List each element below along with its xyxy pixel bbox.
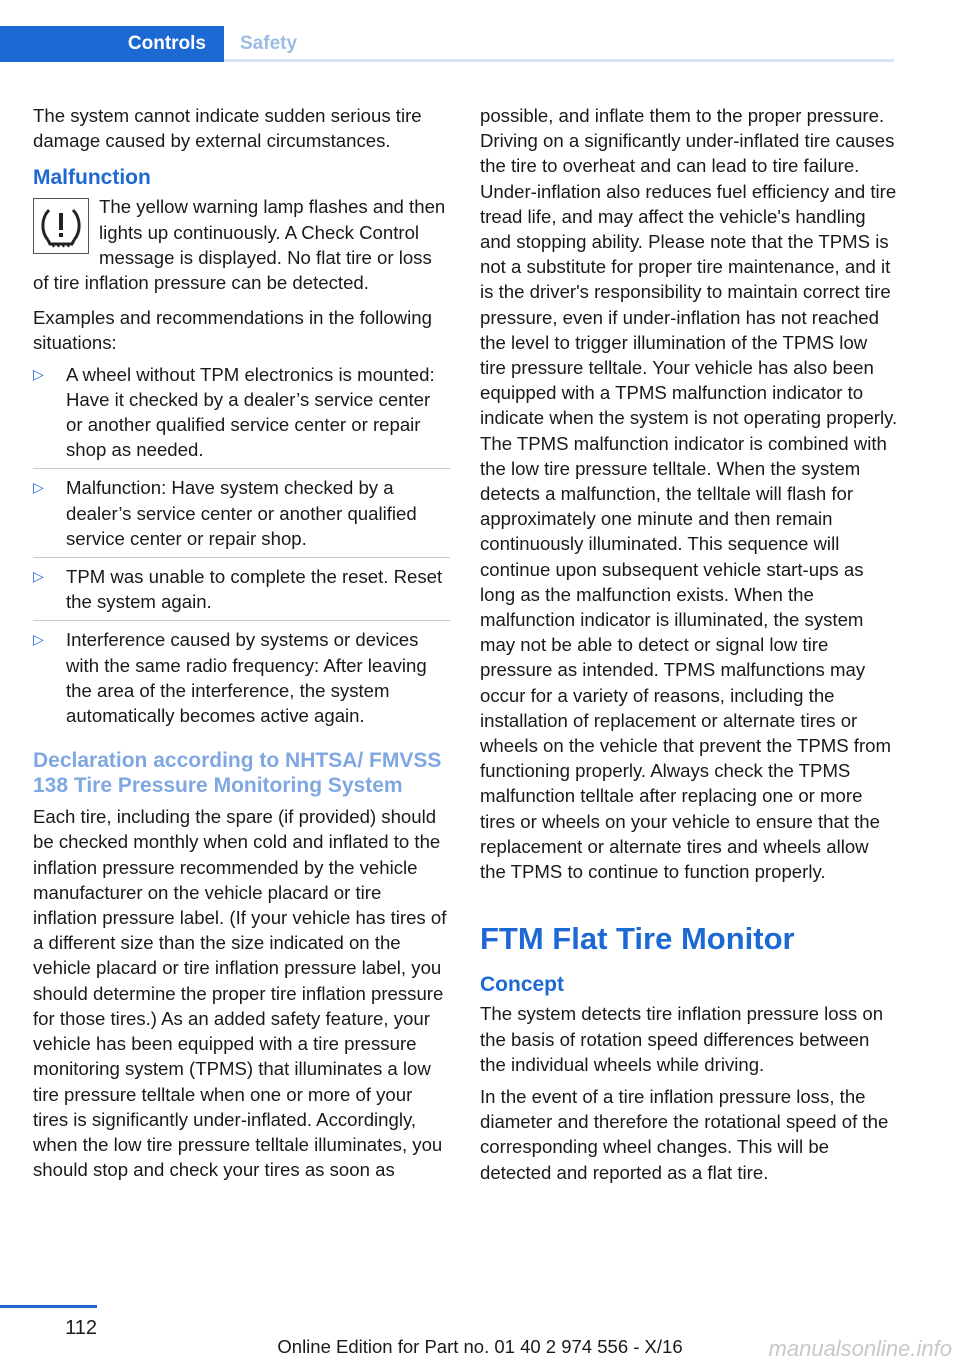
list-item <box>33 475 450 558</box>
left-column <box>33 103 450 1189</box>
watermark-logo: manualsonline.info <box>768 1336 952 1361</box>
tab-controls[interactable]: Controls <box>0 26 224 62</box>
concept-paragraph-1: The system detects tire inflation pressure loss on the basis of rotation speed differences between the individual wheels while driving. <box>480 1003 884 1075</box>
concept-heading: Concept <box>480 973 564 997</box>
list-item-text: Interference caused by systems or devices with the same radio frequency: After leaving the area of the interference, the system automatically becomes active again. <box>66 629 427 727</box>
malfunction-heading: Malfunction <box>33 166 151 190</box>
page-header <box>0 0 960 62</box>
intro-paragraph: The system cannot indicate sudden serious tire damage caused by external circumstances. <box>33 105 422 152</box>
triangle-bullet-icon: ▷ <box>33 568 44 585</box>
right-column <box>480 103 898 1192</box>
header-rule <box>224 59 894 62</box>
situation-list <box>33 362 450 735</box>
ftm-heading: FTM Flat Tire Monitor <box>480 921 795 957</box>
edition-text: Online Edition for Part no. 01 40 2 974 556 - X/16 <box>277 1336 683 1357</box>
tab-safety[interactable]: Safety <box>240 33 298 54</box>
declaration-heading: Declaration according to NHTSA/ FMVSS 138 Tire Pressure Monitoring System <box>33 749 442 798</box>
triangle-bullet-icon: ▷ <box>33 365 44 382</box>
list-item <box>33 627 450 734</box>
list-item <box>33 362 450 470</box>
triangle-bullet-icon: ▷ <box>33 631 44 648</box>
malfunction-block <box>33 194 450 295</box>
list-item-text: A wheel without TPM electronics is mounted: Have it checked by a dealer’s service center or another qualified service center or repair shop as needed. <box>66 363 435 461</box>
list-item-text: TPM was unable to complete the reset. Reset the system again. <box>66 566 443 613</box>
concept-paragraph-2: In the event of a tire inflation pressure loss, the diameter and therefore the rotational speed of the corresponding wheel changes. This will be detected and reported as a flat tire. <box>480 1085 889 1183</box>
list-item-text: Malfunction: Have system checked by a dealer’s service center or another qualified service center or repair shop. <box>66 477 417 549</box>
triangle-bullet-icon: ▷ <box>33 479 44 496</box>
page-number: 112 <box>65 1317 97 1339</box>
declaration-paragraph: Each tire, including the spare (if provided) should be checked monthly when cold and inflated to the inflation pressure recommended by the vehicle manufacturer on the vehicle placard or tire inflation pressure label. (If your vehicle has tires of a different size than the size indicated on the vehicle placard or tire inflation pressure label, you should determine the proper tire inflation pressure for those tires.) As an added safety feature, your vehicle has been equipped with a tire pressure monitoring system (TPMS) that illuminates a low tire pressure telltale when one or more of your tires is significantly under-inflated. Accordingly, when the low tire pressure telltale illuminates, you should stop and check your tires as soon as <box>33 806 447 1181</box>
malfunction-text: The yellow warning lamp flashes and then lights up continuously. A Check Control message is displayed. No flat tire or loss of tire inflation pressure can be detected. <box>33 196 446 294</box>
examples-paragraph: Examples and recommendations in the following situations: <box>33 307 432 354</box>
tire-pressure-warning-icon <box>33 198 89 254</box>
declaration-continuation: possible, and inflate them to the proper pressure. Driving on a significantly under-inflated tire causes the tire to overheat and can lead to tire failure. Under-inflation also reduces fuel efficiency and tire tread life, and may affect the vehicle's handling and stopping ability. Please note that the TPMS is not a substitute for proper tire maintenance, and it is the driver's responsibility to maintain correct tire pressure, even if under-inflation has not reached the level to trigger illumination of the TPMS low tire pressure telltale. Your vehicle has also been equipped with a TPMS malfunction indicator to indicate when the system is not operating properly. The TPMS malfunction indicator is combined with the low tire pressure telltale. When the system detects a malfunction, the telltale will flash for approximately one minute and then remain continuously illuminated. This sequence will continue upon subsequent vehicle start-ups as long as the malfunction exists. When the malfunction indicator is illuminated, the system may not be able to detect or signal low tire pressure as intended. TPMS malfunctions may occur for a variety of reasons, including the installation of replacement or alternate tires or wheels on the vehicle that prevent the TPMS from functioning properly. Always check the TPMS malfunction telltale after replacing one or more tires or wheels on your vehicle to ensure that the replacement or alternate tires and wheels allow the TPMS to continue to function properly. <box>480 105 898 883</box>
footer-rule <box>0 1305 97 1308</box>
list-item <box>33 564 450 621</box>
